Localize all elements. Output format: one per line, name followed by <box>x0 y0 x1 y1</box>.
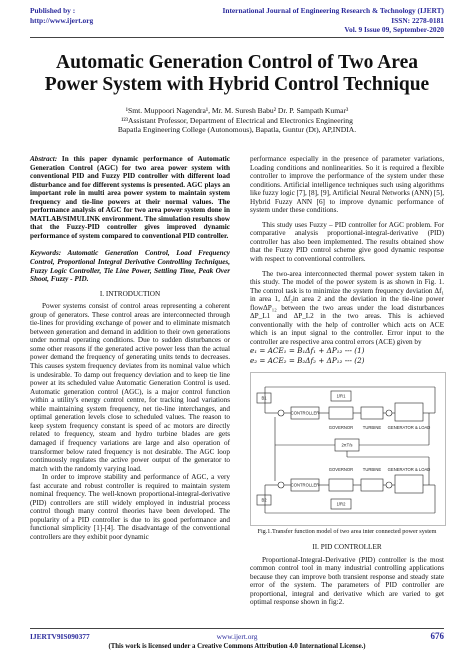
title-line-1: Automatic Generation Control of Two Area <box>56 52 418 73</box>
governor-2-block <box>329 479 353 491</box>
keywords-label: Keywords: <box>30 249 62 258</box>
summing-junction-load-2 <box>386 482 392 488</box>
header-url-link[interactable]: http://www.ijert.org <box>30 15 94 25</box>
author-block <box>30 106 444 135</box>
issn: ISSN: 2278-0181 <box>391 15 444 25</box>
block-diagram-svg <box>251 373 445 525</box>
generator-2-label: GENERATOR & LOAD <box>387 467 431 473</box>
r1-label: 1/R1 <box>336 393 346 399</box>
turbine-2-block <box>361 479 383 491</box>
abstract-text: In this paper dynamic performance of Automatic Generation Control (AGC) for two area power system with conventional PID and Fuzzy PID controller with different load disturbance and for different systems is presented. AGC plays an important role in multi area power system to maintain system frequency and tie-line powers at their normal values. The performance analysis of AGC for two area power system done in MATLAB/SIMULINK environment. The simulation results show that the Fuzzy-PID controller gives improved dynamic performance of system compared to conventional PID controller. <box>30 155 230 240</box>
turbine-1-block <box>361 407 383 419</box>
controller-2-label: CONTROLLER <box>290 482 320 488</box>
r2-label: 1/R2 <box>336 501 346 507</box>
page-title <box>30 52 444 96</box>
journal-name: International Journal of Engineering Research & Technology (IJERT) <box>222 6 444 15</box>
summing-junction-2 <box>278 482 284 488</box>
section-heading-introduction: I. INTRODUCTION <box>99 289 161 298</box>
governor-2-label: GOVERNOR <box>328 467 354 473</box>
paper-id: IJERTV9IS090377 <box>30 632 90 641</box>
equation-2: e₂ = ACE₂ = B₂Δf₂ + ΔP₁₂ --- (2) <box>250 356 365 366</box>
figure-1-caption: Fig.1.Transfer function model of two area inter connected power system <box>257 528 437 536</box>
equation-1: e₁ = ACE₁ = B₁Δf₁ + ΔP₁₂ --- (1) <box>250 346 365 356</box>
right-paragraph-2: This study uses Fuzzy – PID controller for AGC problem. For comparative analysis proportional-integral-derivative (PID) controller has also been implemented. The results obtained show that the Fuzzy PID control scheme give good dynamic response with respect to conventional controllers. <box>250 220 444 264</box>
keywords <box>30 249 230 283</box>
b1-label: B1 <box>261 395 267 401</box>
affiliation-2: Bapatla Engineering College (Autonomous), Bapatla, Guntur (Dt), AP,INDIA. <box>117 125 357 135</box>
right-paragraph-1: performance especially in the presence of parameter variations, Loading conditions and nonlinearities. So it is required a flexible controller to improve the performance of the system under these conditions. Artificial intelligence techniques such using algorithms like fuzzy logic [7], [8], [9], Artificial Neural Networks (ANN) [5], Hybrid Fuzzy ANN [6] to improve dynamic performance of system under these conditions. <box>250 155 444 215</box>
right-column <box>250 155 444 607</box>
governor-1-block <box>329 407 353 419</box>
section-heading-pid: II. PID CONTROLLER <box>312 543 382 552</box>
governor-1-label: GOVERNOR <box>328 425 354 431</box>
figure-1-block-diagram <box>250 372 446 526</box>
header-left <box>30 6 93 25</box>
turbine-2-label: TURBINE <box>362 467 382 473</box>
generator-1-block <box>395 403 423 421</box>
affiliation-1: ¹²³Assistant Professor, Department of Electrical and Electronics Engineering <box>121 115 353 125</box>
controller-1-label: CONTROLLER <box>290 410 320 416</box>
left-column <box>30 155 230 542</box>
header-rule <box>30 37 444 38</box>
b2-label: B2 <box>261 497 267 503</box>
license-text: (This work is licensed under a Creative Commons Attribution 4.0 International License.) <box>108 643 366 650</box>
summing-junction-1 <box>278 410 284 416</box>
right-paragraph-3: The two-area interconnected thermal power system taken in this study. The model of the power system is as shown in Fig. 1. The control task is to minimize the system frequency deviation Δf₁ in area 1, Δf₂in area 2 and the deviation in the tie-line power flowΔP₁₂ between the two areas under the load disturbances ΔP_L1 and ΔP_L2 in the two areas. This is achieved conventionally with the help of controller which acts on ACE which is an input signal to the controller. Error input to the controller are respective area control errors (ACE) given by <box>250 269 444 346</box>
published-by: Published by : <box>30 6 76 15</box>
generator-2-block <box>395 475 423 493</box>
abstract-label: Abstract: <box>30 155 58 163</box>
summing-junction-load-1 <box>386 410 392 416</box>
intro-paragraph-1: Power systems consist of control areas representing a coherent group of generators. These control areas are interconnected through tie-lines for providing exchange of power and to eliminate mismatch between generation and demand in addition to their own generations under normal operating conditions. Due to sudden disturbances or some other reasons if the generated active power less than the actual power demand the frequency of generating units tends to decreases. This causes system frequency deviates from its nominal value which is undesirable. To damp out frequency deviation and to keep tie line power at its scheduled value Automatic Generation Control is used. Automatic generation control (AGC), is a major control function within a utility's energy control centre, for tracking load variations while maintaining system frequency, net tie-line interchanges, and optimal generation levels close to scheduled values. The reason to keep system frequency constant is speed of ac motors are directly related to frequency, steam and hydro turbine blades are gets damaged if frequency variations are large and also operation of transformer below rated frequency is not desirable. The AGC loop continuously regulates the active power output of the generator to match with the randomly varying load. <box>30 302 230 473</box>
volume-issue: Vol. 9 Issue 09, September-2020 <box>344 25 444 34</box>
pid-paragraph-1: Proportional-Integral-Derivative (PID) controller is the most common control tool in many industrial controlling applications because they can improve both transient response and steady state error of the system. The parameters of PID controller are proportional, integral and derivative which are varied to get optimal response shown in fig:2. <box>250 555 444 607</box>
footer-rule <box>30 628 444 629</box>
journal-header <box>30 6 444 36</box>
keywords-text: Automatic Generation Control, Load Frequency Control, Proportional Integral Derivative Controlling Techniques, Fuzzy Logic Controller, Tie Line Power, Settling Time, Peak Over Shoot, Fuzzy - PID. <box>30 249 230 284</box>
abstract <box>30 155 230 240</box>
turbine-1-label: TURBINE <box>362 425 382 431</box>
tie-line-label: 2πT/s <box>341 442 353 448</box>
title-line-2: Power System with Hybrid Control Technique <box>44 74 430 95</box>
intro-paragraph-2: In order to improve stability and performance of AGC, a very fast accurate and robust controller is required to maintain system nominal frequency. The well-known proportional-integral-derivative (PID) controllers are still widely employed in industrial process control though many control theories have been developed. The popularity of a PID controller is due to its good performance and functional simplicity [1]-[4]. The disadvantage of the conventional controllers are they exhibit poor dynamic <box>30 473 230 541</box>
footer-url-link[interactable]: www.ijert.org <box>216 632 258 641</box>
page-number: 676 <box>430 631 444 641</box>
generator-1-label: GENERATOR & LOAD <box>387 425 431 431</box>
header-right <box>222 6 444 35</box>
author-names: ¹Smt. Muppoori Nagendra¹, Mr. M. Suresh Babu² Dr. P. Sampath Kumar³ <box>125 106 349 115</box>
